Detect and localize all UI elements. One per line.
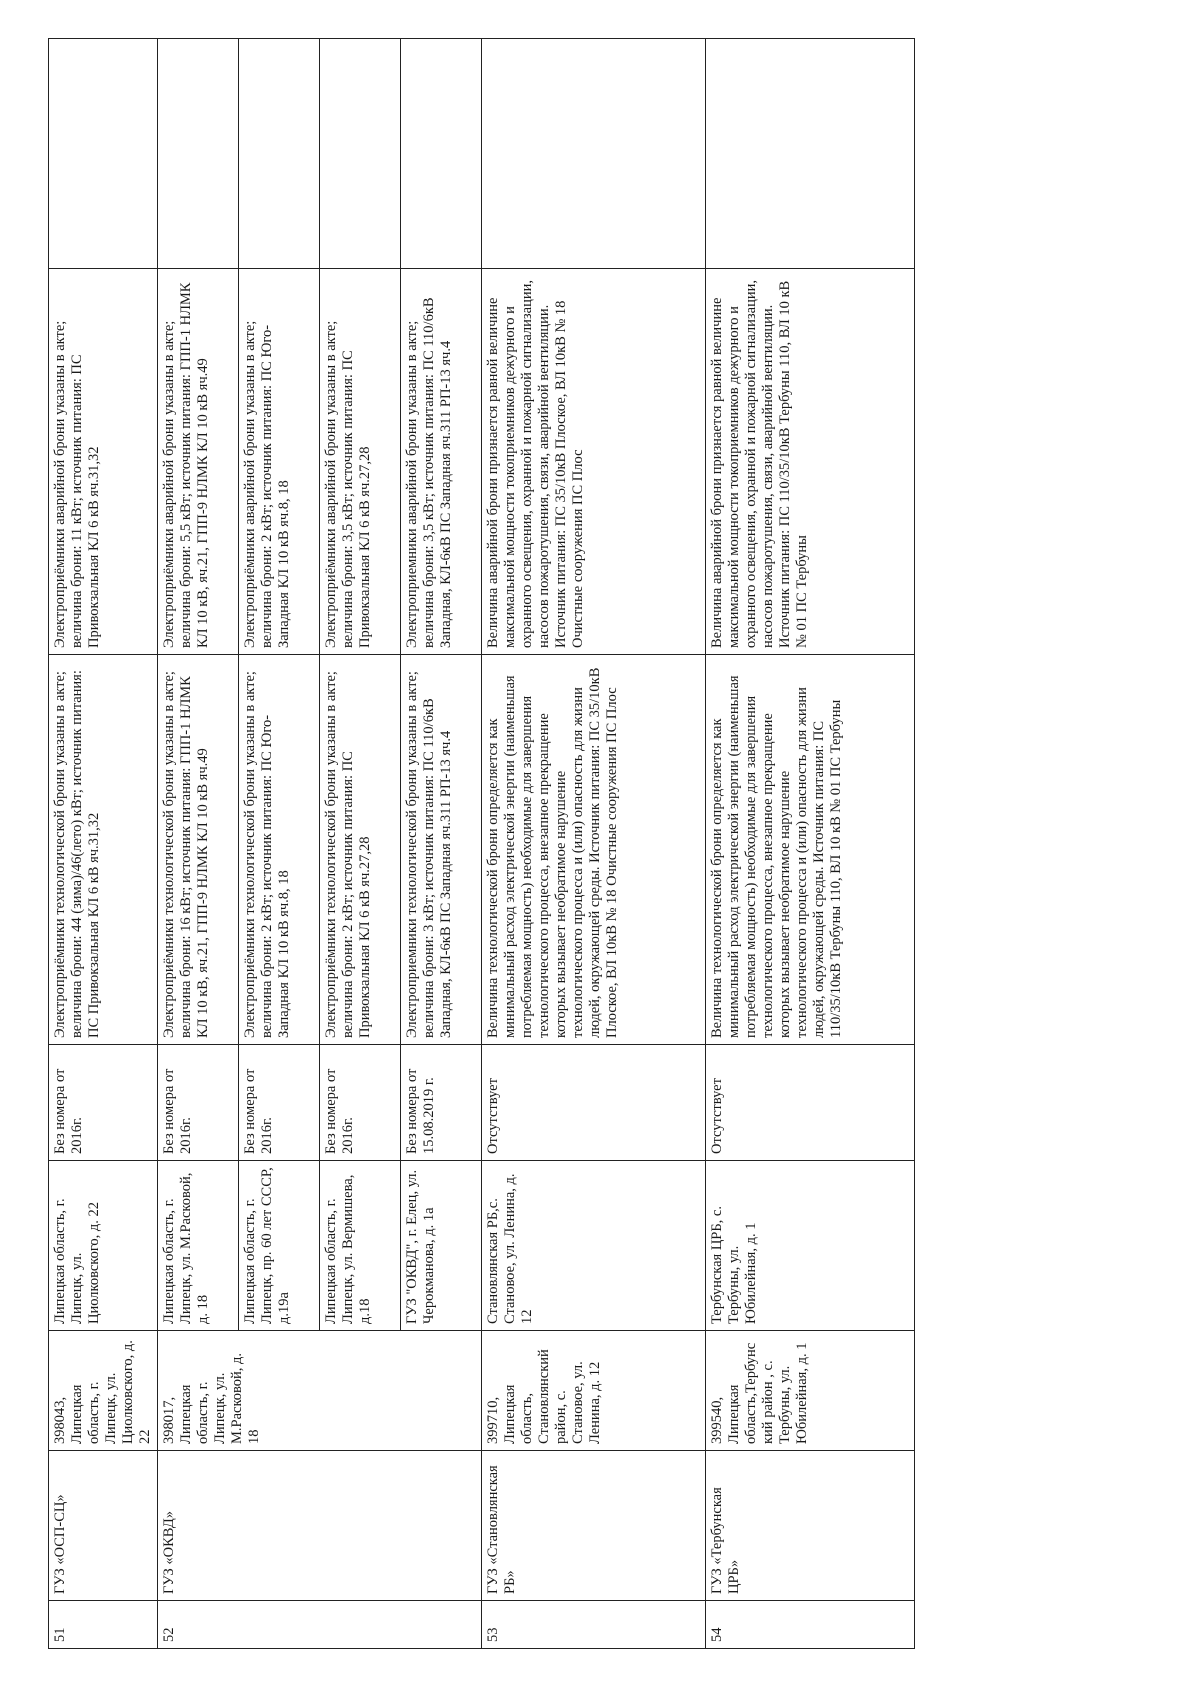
empty-cell [320,39,401,269]
legal-address: 398043, Липецкая область, г. Липецк, ул. Циолковского, д. 22 [49,1331,158,1451]
act-reference: Без номера от 15.08.2019 г. [401,1045,482,1161]
technological-reserve: Электроприёмники технологической брони указаны в акте; величина брони: 44 (зима)/46(лето) кВт; источник питания: ПС Привокзальная КЛ 6 кВ яч.31,32 [49,655,158,1045]
row-number: 51 [49,1601,158,1649]
act-reference: Отсутствует [706,1045,915,1161]
object-address: Липецкая область, г. Липецк, пр. 60 лет СССР, д.19а [239,1161,320,1331]
object-address: Становлянская РБ,с. Становое, ул. Ленина, д. 12 [482,1161,706,1331]
table-row [158,39,239,1649]
act-reference: Отсутствует [482,1045,706,1161]
emergency-reserve: Электроприемники аварийной брони указаны в акте; величина брони: 3,5 кВт; источник питания: ПС 110/6кВ Западная, КЛ-6кВ ПС Западная яч.311 РП-13 яч.4 [401,269,482,655]
emergency-reserve: Электроприёмники аварийной брони указаны в акте; величина брони: 3,5 кВт; источник питания: ПС Привокзальная КЛ 6 кВ яч.27,28 [320,269,401,655]
empty-cell [482,39,706,269]
organization-name: ГУЗ «Становлянская РБ» [482,1451,706,1601]
object-address: Липецкая область, г. Липецк, ул. Циолковского, д. 22 [49,1161,158,1331]
object-address: Липецкая область, г. Липецк, ул. Вермишева, д.18 [320,1161,401,1331]
empty-cell [706,39,915,269]
empty-cell [49,39,158,269]
row-number: 54 [706,1601,915,1649]
act-reference: Без номера от 2016г. [158,1045,239,1161]
legal-address: 398017, Липецкая область, г. Липецк, ул. М.Расковой, д. 18 [158,1331,482,1451]
organization-name: ГУЗ «Тербунская ЦРБ» [706,1451,915,1601]
empty-cell [158,39,239,269]
legal-address: 399540, Липецкая область,Тербунский район , с. Тербуны, ул. Юбилейная, д. 1 [706,1331,915,1451]
power-reserve-table [48,38,915,1649]
table-row [49,39,158,1649]
row-number: 52 [158,1601,482,1649]
legal-address: 399710, Липецкая область, Становлянский район, с. Становое, ул. Ленина, д. 12 [482,1331,706,1451]
organization-name: ГУЗ «ОСП-СЦ» [49,1451,158,1601]
emergency-reserve: Величина аварийной брони признается равной величине максимальной мощности токоприемников дежурного и охранного освещения, охранной и пожарной сигнализации, насосов пожаротушения, связи, аварийной вентиляции. Источник питания: ПС 110/35/10кВ Тербуны 110, ВЛ 10 кВ № 01 ПС Тербуны [706,269,915,655]
technological-reserve: Электроприёмники технологической брони указаны в акте; величина брони: 2 кВт; источник питания: ПС Юго-Западная КЛ 10 кВ яч.8, 18 [239,655,320,1045]
technological-reserve: Величина технологической брони определяется как минимальный расход электрической энергии (наименьшая потребляемая мощность) необходимые для завершения технологического процесса, внезапное прекращение которых вызывает необратимое нарушение технологического процесса и (или) опасность для жизни людей, окружающей среды. Источник питания: ПС 35/10кВ Плоское, ВЛ 10кВ № 18 Очистные сооружения ПС Плос [482,655,706,1045]
technological-reserve: Электроприёмники технологической брони указаны в акте; величина брони: 16 кВт; источник питания: ГПП-1 НЛМК КЛ 10 кВ, яч.21, ГПП-9 НЛМК КЛ 10 кВ яч.49 [158,655,239,1045]
emergency-reserve: Электроприёмники аварийной брони указаны в акте; величина брони: 5,5 кВт; источник питания: ГПП-1 НЛМК КЛ 10 кВ, яч.21, ГПП-9 НЛМК КЛ 10 кВ яч.49 [158,269,239,655]
emergency-reserve: Величина аварийной брони признается равной величине максимальной мощности токоприемников дежурного и охранного освещения, охранной и пожарной сигнализации, насосов пожаротушения, связи, аварийной вентиляции. Источник питания: ПС 35/10кВ Плоское, ВЛ 10кВ № 18 Очистные сооружения ПС Плос [482,269,706,655]
technological-reserve: Электроприемники технологической брони указаны в акте; величина брони: 3 кВт; источник питания: ПС 110/6кВ Западная, КЛ-6кВ ПС Западная яч.311 РП-13 яч.4 [401,655,482,1045]
emergency-reserve: Электроприёмники аварийной брони указаны в акте; величина брони: 2 кВт; источник питания: ПС Юго-Западная КЛ 10 кВ яч.8, 18 [239,269,320,655]
table-row [482,39,706,1649]
emergency-reserve: Электроприёмники аварийной брони указаны в акте; величина брони: 11 кВт; источник питания: ПС Привокзальная КЛ 6 кВ яч.31,32 [49,269,158,655]
empty-cell [401,39,482,269]
object-address: Тербунская ЦРБ, с. Тербуны, ул. Юбилейная, д. 1 [706,1161,915,1331]
object-address: ГУЗ "ОКВД", г. Елец, ул. Черокманова, д. 1а [401,1161,482,1331]
organization-name: ГУЗ «ОКВД» [158,1451,482,1601]
row-number: 53 [482,1601,706,1649]
act-reference: Без номера от 2016г. [49,1045,158,1161]
table-row [706,39,915,1649]
technological-reserve: Электроприёмники технологической брони указаны в акте; величина брони: 2 кВт; источник питания: ПС Привокзальная КЛ 6 кВ яч.27,28 [320,655,401,1045]
empty-cell [239,39,320,269]
act-reference: Без номера от 2016г. [320,1045,401,1161]
object-address: Липецкая область, г. Липецк, ул. М.Расковой, д. 18 [158,1161,239,1331]
act-reference: Без номера от 2016г. [239,1045,320,1161]
technological-reserve: Величина технологической брони определяется как минимальный расход электрической энергии (наименьшая потребляемая мощность) необходимые для завершения технологического процесса, внезапное прекращение которых вызывает необратимое нарушение технологического процесса и (или) опасность для жизни людей, окружающей среды. Источник питания: ПС 110/35/10кВ Тербуны 110, ВЛ 10 кВ № 01 ПС Тербуны [706,655,915,1045]
